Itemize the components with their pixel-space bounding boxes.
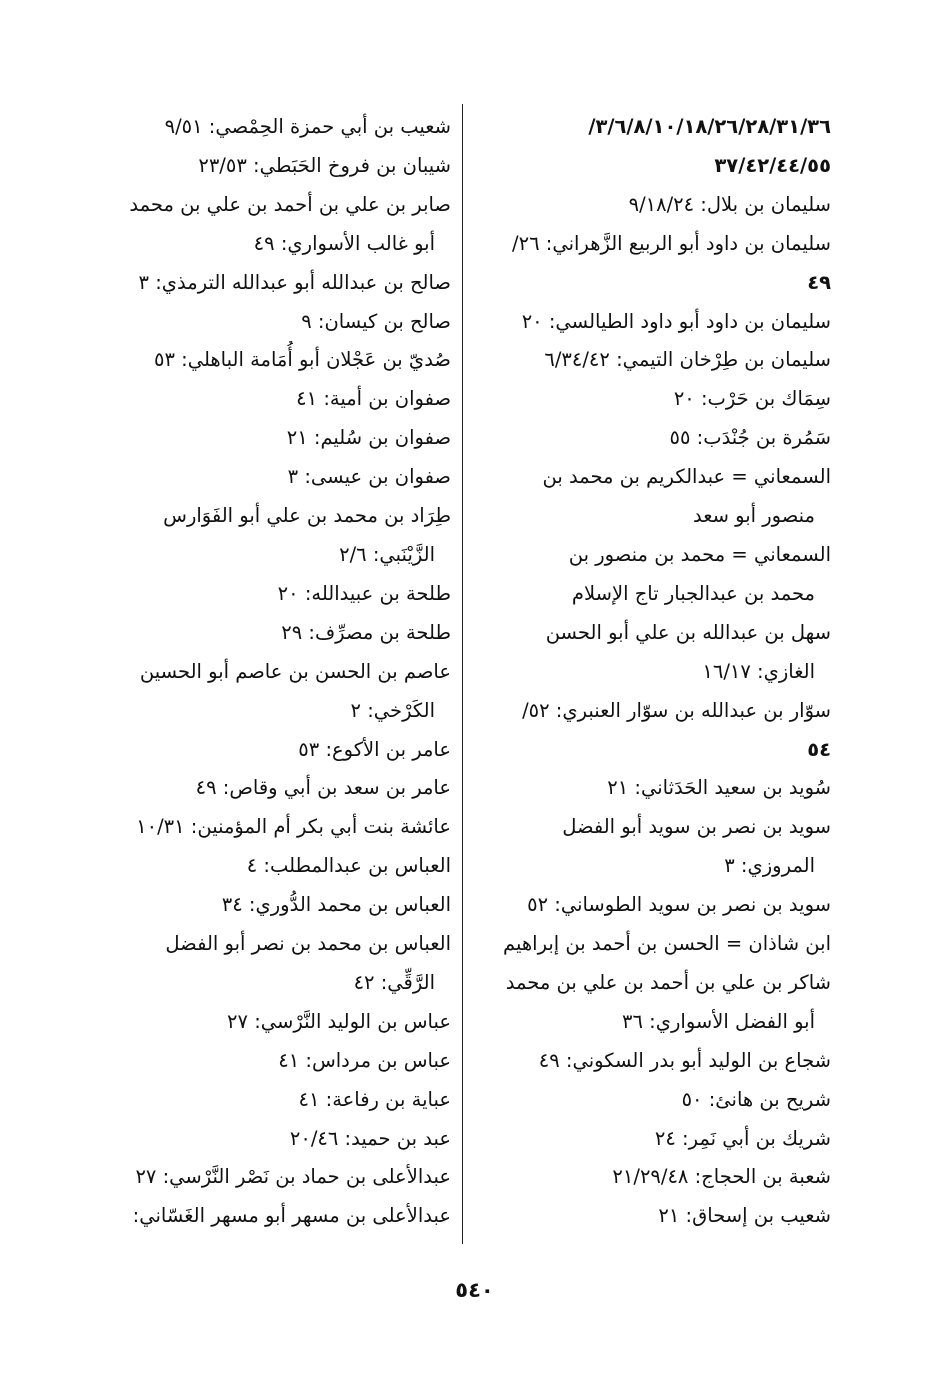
index-entry: سِمَاك بن حَرْب: ٢٠ <box>673 387 831 411</box>
index-entry: ٤٩ <box>807 270 831 294</box>
index-entry: طلحة بن عبيدالله: ٢٠ <box>277 581 451 605</box>
index-entry: صُديّ بن عَجْلان أبو أُمَامة الباهلي: ٥٣ <box>153 348 451 372</box>
index-entry: عباس بن مرداس: ٤١ <box>278 1048 451 1072</box>
index-entry-continuation: الرَّقِّي: ٤٢ <box>353 970 435 994</box>
index-entry: العباس بن محمد الدُّوري: ٣٤ <box>221 893 451 917</box>
index-entry: ٣/٦/٨/١٠/١٨/٢٦/٢٨/٣١/٣٦/ <box>588 115 831 138</box>
index-entry: السمعاني = عبدالكريم بن محمد بن <box>542 465 831 489</box>
index-entry: سليمان بن داود أبو الربيع الزَّهراني: ٢٦/ <box>512 231 831 255</box>
index-entry: شعيب بن إسحاق: ٢١ <box>658 1204 831 1228</box>
index-entry-continuation: الغازي: ١٦/١٧ <box>702 659 815 683</box>
index-entry: سليمان بن طِرْخان التيمي: ٦/٣٤/٤٢ <box>544 348 831 372</box>
index-entry: طِرَاد بن محمد بن علي أبو الفَوَارس <box>163 504 451 528</box>
index-entry: صالح بن عبدالله أبو عبدالله الترمذي: ٣ <box>138 270 451 294</box>
index-entry: صفوان بن عيسى: ٣ <box>287 465 451 489</box>
column-divider <box>462 104 463 1244</box>
index-entry: عباية بن رفاعة: ٤١ <box>298 1087 451 1111</box>
index-entry: صفوان بن أمية: ٤١ <box>296 387 451 411</box>
index-entry-continuation: أبو غالب الأسواري: ٤٩ <box>253 231 435 255</box>
index-entry: شعيب بن أبي حمزة الحِمْصي: ٩/٥١ <box>164 115 451 138</box>
index-entry: سوّار بن عبدالله بن سوّار العنبري: ٥٢/ <box>522 698 831 722</box>
index-entry: سَمُرة بن جُنْدَب: ٥٥ <box>669 426 831 450</box>
index-entry: عامر بن سعد بن أبي وقاص: ٤٩ <box>195 776 451 800</box>
index-entry-continuation: الزَّيْنَبي: ٢/٦ <box>339 542 435 566</box>
index-entry: عائشة بنت أبي بكر أم المؤمنين: ١٠/٣١ <box>136 815 451 839</box>
index-entry: عامر بن الأكوع: ٥٣ <box>298 737 451 761</box>
index-entry: صالح بن كيسان: ٩ <box>301 309 451 333</box>
index-entry: شجاع بن الوليد أبو بدر السكوني: ٤٩ <box>538 1048 831 1072</box>
index-entry: شاكر بن علي بن أحمد بن علي بن محمد <box>505 970 831 994</box>
index-entry-continuation: الكَرْخي: ٢ <box>350 698 435 722</box>
index-entry: سليمان بن بلال: ٩/١٨/٢٤ <box>628 192 831 216</box>
index-entry: عبد بن حميد: ٢٠/٤٦ <box>289 1126 451 1150</box>
index-column-right <box>469 108 831 1236</box>
index-entry: سُويد بن سعيد الحَدَثاني: ٢١ <box>607 776 831 800</box>
index-entry: شريح بن هانئ: ٥٠ <box>681 1087 831 1111</box>
page-number: ٥٤٠ <box>455 1278 494 1302</box>
index-entry: عبدالأعلى بن حماد بن نَصْر النَّرْسي: ٢٧ <box>135 1165 451 1189</box>
index-column-left <box>91 108 451 1236</box>
index-entry: سويد بن نصر بن سويد أبو الفضل <box>562 815 831 839</box>
index-entry: طلحة بن مصرِّف: ٢٩ <box>281 620 451 644</box>
index-entry-continuation: محمد بن عبدالجبار تاج الإسلام <box>571 581 815 605</box>
index-entry: العباس بن محمد بن نصر أبو الفضل <box>165 932 451 956</box>
index-entry: العباس بن عبدالمطلب: ٤ <box>246 854 451 878</box>
index-entry: ابن شاذان = الحسن بن أحمد بن إبراهيم <box>503 932 831 956</box>
index-entry-continuation: منصور أبو سعد <box>692 504 815 528</box>
index-entry: عبدالأعلى بن مسهر أبو مسهر الغَسّاني: <box>132 1204 451 1228</box>
index-entry-continuation: أبو الفضل الأسواري: ٣٦ <box>622 1009 815 1033</box>
index-entry: سهل بن عبدالله بن علي أبو الحسن <box>545 620 831 644</box>
index-entry: صفوان بن سُليم: ٢١ <box>286 426 451 450</box>
index-entry-continuation: المروزي: ٣ <box>724 854 815 878</box>
index-entry: شيبان بن فروخ الحَبَطي: ٢٣/٥٣ <box>198 153 451 177</box>
index-entry: ٥٤ <box>807 737 831 761</box>
index-entry: شعبة بن الحجاج: ٢١/٢٩/٤٨ <box>612 1165 831 1189</box>
index-entry: صابر بن علي بن أحمد بن علي بن محمد <box>129 192 451 216</box>
index-entry: ٣٧/٤٢/٤٤/٥٥ <box>714 153 831 177</box>
index-entry: عباس بن الوليد النَّرْسي: ٢٧ <box>227 1009 451 1033</box>
index-entry: السمعاني = محمد بن منصور بن <box>568 542 831 566</box>
index-entry: سليمان بن داود أبو داود الطيالسي: ٢٠ <box>521 309 831 333</box>
index-entry: عاصم بن الحسن بن عاصم أبو الحسين <box>139 659 451 683</box>
index-entry: سويد بن نصر بن سويد الطوساني: ٥٢ <box>527 893 831 917</box>
index-entry: شريك بن أبي نَمِر: ٢٤ <box>654 1126 831 1150</box>
